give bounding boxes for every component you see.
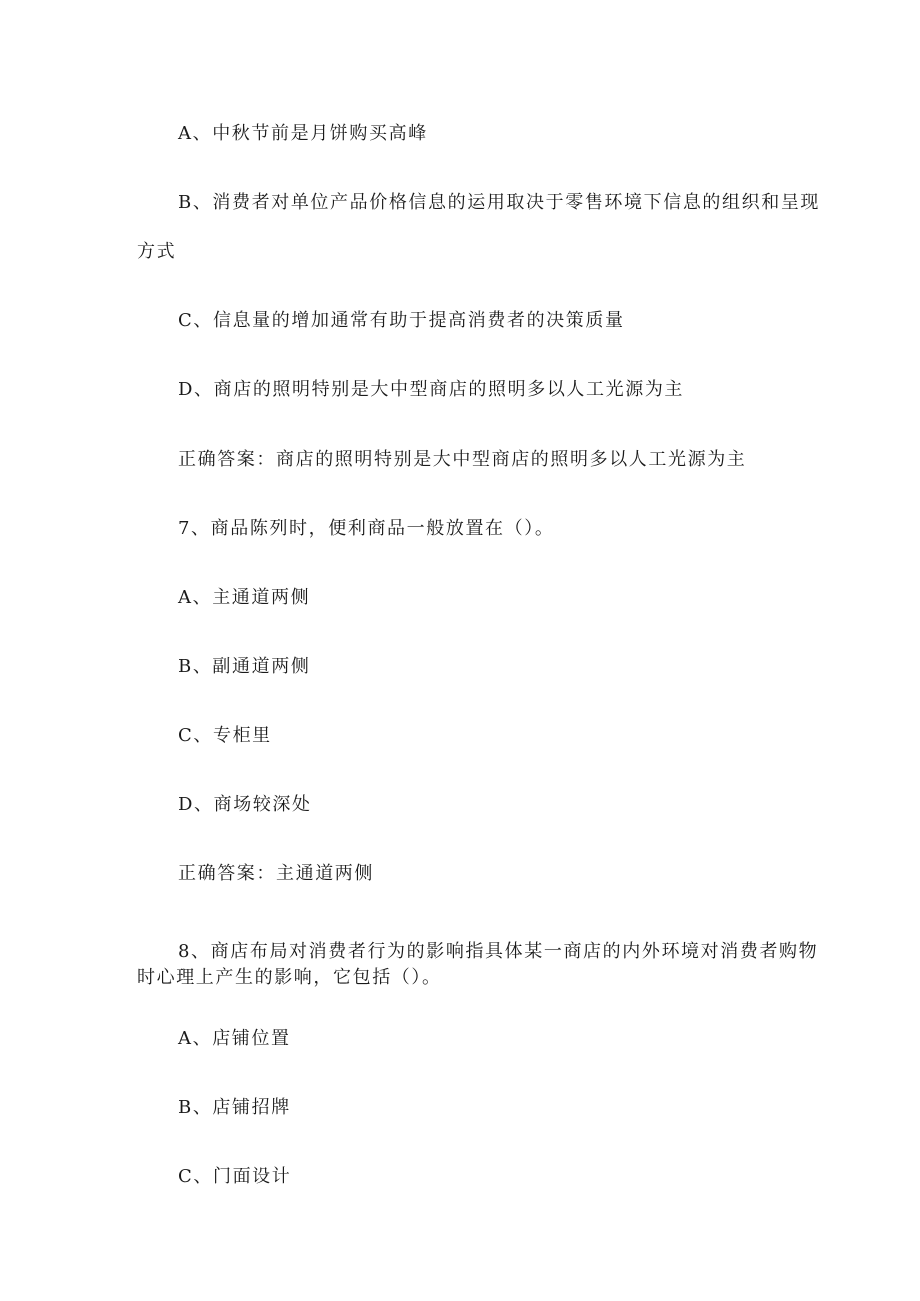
- q7-option-d: D、商场较深处: [178, 794, 312, 815]
- q7-question: 7、商品陈列时，便利商品一般放置在（）。: [178, 518, 555, 539]
- q7-option-b: B、副通道两侧: [178, 656, 311, 677]
- q6-option-b-line2: 方式: [137, 241, 177, 262]
- q7-option-c: C、专柜里: [178, 725, 272, 746]
- q8-question-line1: 8、商店布局对消费者行为的影响指具体某一商店的内外环境对消费者购物: [178, 941, 819, 962]
- q6-answer: 正确答案：商店的照明特别是大中型商店的照明多以人工光源为主: [178, 449, 747, 470]
- q8-option-c: C、门面设计: [178, 1166, 292, 1187]
- q6-option-b-line1: B、消费者对单位产品价格信息的运用取决于零售环境下信息的组织和呈现: [178, 192, 821, 213]
- q8-question-line2: 时心理上产生的影响，它包括（）。: [137, 967, 442, 988]
- q7-answer: 正确答案：主通道两侧: [178, 863, 374, 884]
- q8-option-b: B、店铺招牌: [178, 1097, 291, 1118]
- q8-option-a: A、店铺位置: [178, 1028, 291, 1049]
- q6-option-c: C、信息量的增加通常有助于提高消费者的决策质量: [178, 310, 625, 331]
- q6-option-a: A、中秋节前是月饼购买高峰: [178, 123, 428, 144]
- q7-option-a: A、主通道两侧: [178, 587, 311, 608]
- q6-option-d: D、商店的照明特别是大中型商店的照明多以人工光源为主: [178, 379, 685, 400]
